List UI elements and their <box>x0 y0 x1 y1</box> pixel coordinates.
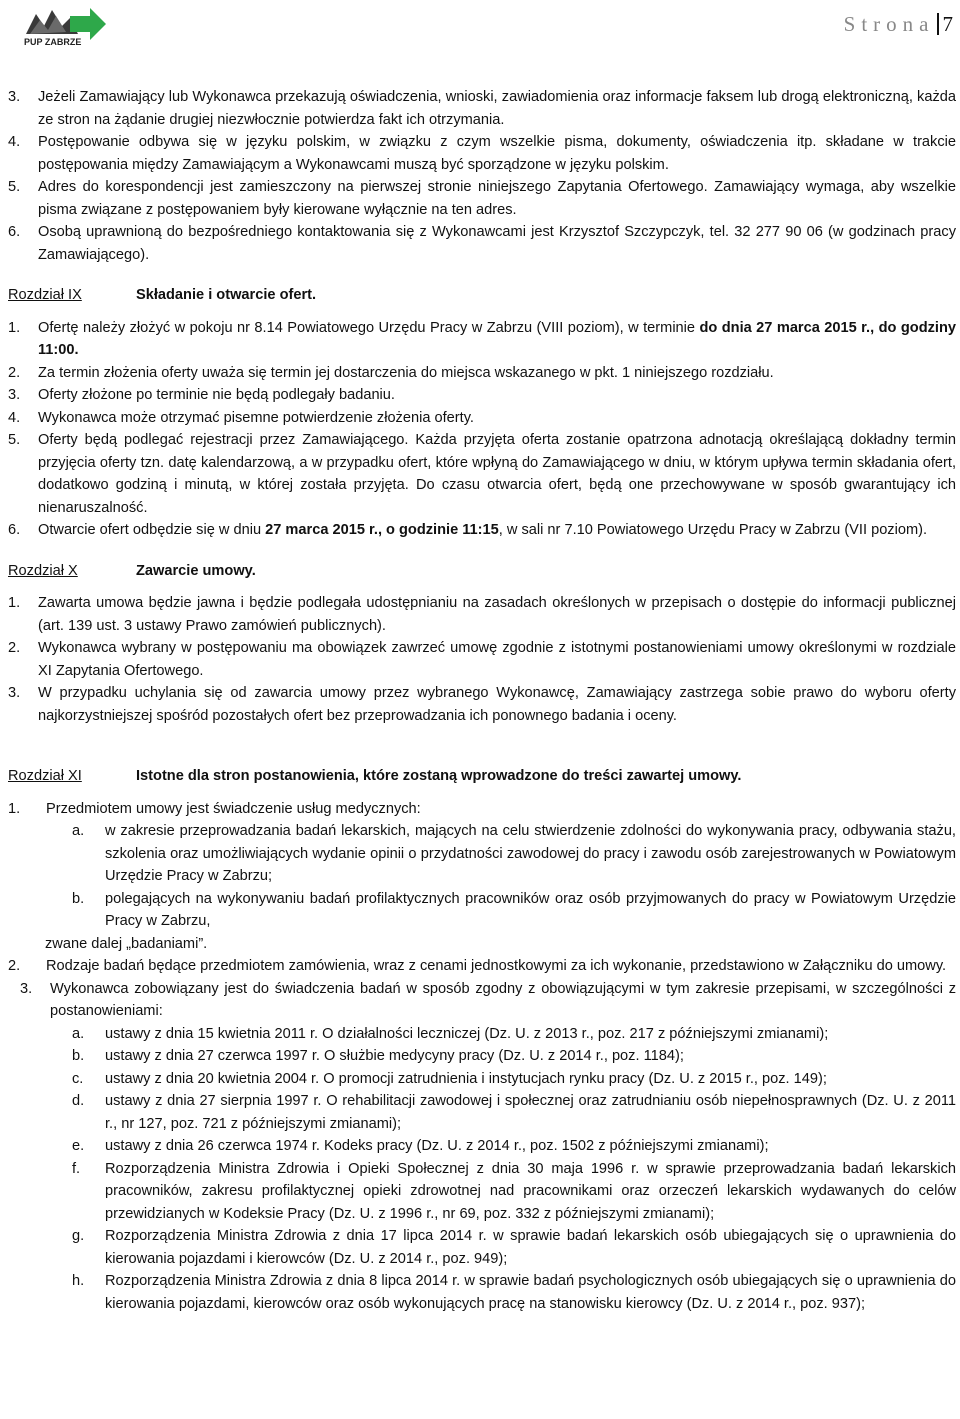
section-title: Składanie i otwarcie ofert. <box>136 287 317 303</box>
list-item <box>8 592 956 637</box>
sub-item-letter: a. <box>72 1025 85 1042</box>
item-number: 3. <box>20 980 33 997</box>
sub-item-letter: a. <box>72 823 85 839</box>
item-text: Jeżeli Zamawiający lub Wykonawca przekazują oświadczenia, wnioski, zawiadomienia oraz informacje faksem lub drogą elektroniczną, każda ze stron na żądanie drugiej niezwłocznie potwierdza fakt ich otrzymania. <box>38 89 956 128</box>
sub-list-item <box>8 1135 956 1158</box>
sub-list-item <box>8 1158 956 1226</box>
item-text: Postępowanie odbywa się w języku polskim, w związku z czym wszelkie pisma, dokumenty, oświadczenia itp. składane w trakcie postępowania między Zamawiającym a Wykonawcami muszą być sporządzone w języku polskim. <box>38 134 956 173</box>
item-number: 2. <box>8 640 21 656</box>
deadline-text: do dnia 27 marca 2015 r., do godziny 11:00. <box>38 319 956 358</box>
list-item <box>8 131 956 176</box>
section-code: Rozdział X <box>8 562 78 579</box>
sub-item-letter: b. <box>72 1048 85 1064</box>
sub-item-text: Rozporządzenia Ministra Zdrowia i Opieki Społecznej z dnia 30 maja 1996 r. w sprawie przeprowadzania badań lekarskich pracowników, zakresu profilaktycznej opieki zdrowotnej nad pracownikami oraz orzeczeń lekarskich wydawanych do celów przewidzianych w Kodeksie Pracy (Dz. U. z 1996 r., nr 69, poz. 332 z późniejszymi zmianami); <box>105 1160 956 1222</box>
sub-list-item <box>8 1023 956 1046</box>
sub-list-item <box>8 1090 956 1135</box>
item-text: Za termin złożenia oferty uważa się termin jej dostarczenia do miejsca wskazanego w pkt. 1 niniejszego rozdziału. <box>38 364 774 381</box>
list-item <box>8 519 956 542</box>
sub-item-letter: b. <box>72 890 85 907</box>
opening-time: , o godzinie 11:15 <box>377 522 499 538</box>
item-number: 3. <box>8 89 21 105</box>
list-item <box>8 407 956 430</box>
item-number: 1. <box>8 800 21 817</box>
item-text: Oferty będą podlegać rejestracji przez Zamawiającego. Każda przyjęta oferta zostanie opatrzona adnotacją określającą dokładny termin przyjęcia oferty tzn. datę kalendarzową, a w przypadku ofert, które wpłyną do Zamawiającego w dniu, w którym upływa termin składania ofert, dodatkowo godziną i minutą, w której została przyjęta. Do czasu otwarcia ofert, będą one przechowywane w sposób gwarantujący ich nienaruszalność. <box>38 432 956 516</box>
sub-item-letter: g. <box>72 1228 85 1244</box>
sub-item-text: ustawy z dnia 15 kwietnia 2011 r. O działalności leczniczej (Dz. U. z 2013 r., poz. 217 z późniejszymi zmianami); <box>105 1025 829 1042</box>
item-text: Wykonawca wybrany w postępowaniu ma obowiązek zawrzeć umowę zgodnie z istotnymi postanowieniami umowy określonymi w rozdziale XI Zapytania Ofertowego. <box>38 640 956 679</box>
section9-list <box>8 317 956 542</box>
list-item <box>8 429 956 519</box>
item-text: Otwarcie ofert odbędzie się w dniu <box>38 522 266 538</box>
list-item <box>8 317 956 362</box>
list-item <box>8 86 956 131</box>
item-text: Rodzaje badań będące przedmiotem zamówienia, wraz z cenami jednostkowymi za ich wykonanie, przedstawiono w Załączniku do umowy. <box>46 958 947 974</box>
list-item <box>8 955 956 978</box>
sub-list-item <box>8 1225 956 1270</box>
item-number: 3. <box>8 685 21 701</box>
sub-item-text: ustawy z dnia 20 kwietnia 2004 r. O promocji zatrudnienia i instytucjach rynku pracy (Dz. U. z 2015 r., poz. 149); <box>105 1070 827 1087</box>
section-code: Rozdział XI <box>8 768 82 784</box>
sub-item-text: ustawy z dnia 27 sierpnia 1997 r. O rehabilitacji zawodowej i społecznej oraz zatrudnianiu osób niepełnosprawnych (Dz. U. z 2011 r., nr 127, poz. 721 z późniejszymi zmianami); <box>105 1093 956 1132</box>
item-text: Adres do korespondencji jest zamieszczony na pierwszej stronie niniejszego Zapytania Ofertowego. Zamawiający wymaga, aby wszelkie pisma związane z postępowaniem były kierowane wyłącznie na ten adres. <box>38 179 956 218</box>
section10-list <box>8 592 956 727</box>
item-text: Ofertę należy złożyć w pokoju nr 8.14 Powiatowego Urzędu Pracy w Zabrzu (VIII poziom), w terminie <box>38 319 700 336</box>
section-heading-xi <box>8 765 956 788</box>
item-number: 4. <box>8 134 21 150</box>
sublist-regulations <box>8 1023 956 1316</box>
sub-item-text: Rozporządzenia Ministra Zdrowia z dnia 8 lipca 2014 r. w sprawie badań psychologicznych osób ubiegających się o uprawnienia do kierowania pojazdami, kierowców oraz osób wykonujących pracę na stanowisku kierowcy (Dz. U. z 2014 r., poz. 937); <box>105 1273 956 1312</box>
section-code: Rozdział IX <box>8 287 82 303</box>
item-text: W przypadku uchylania się od zawarcia umowy przez wybranego Wykonawcę, Zamawiający zastrzega sobie prawo do wyboru oferty najkorzystniejszej spośród pozostałych ofert bez przeprowadzania ich ponownego badania i oceny. <box>38 685 956 724</box>
item-number: 6. <box>8 522 21 538</box>
item-number: 6. <box>8 224 21 240</box>
sub-item-text: ustawy z dnia 27 czerwca 1997 r. O służbie medycyny pracy (Dz. U. z 2014 r., poz. 1184); <box>105 1048 684 1064</box>
section-title: Istotne dla stron postanowienia, które zostaną wprowadzone do treści zawartej umowy. <box>136 768 742 784</box>
svg-text:PUP ZABRZE: PUP ZABRZE <box>24 37 82 47</box>
item-number: 5. <box>8 432 21 448</box>
sub-item-letter: f. <box>72 1160 81 1177</box>
sub-item-letter: c. <box>72 1070 84 1087</box>
item-number: 2. <box>8 364 21 381</box>
item-number: 5. <box>8 179 21 195</box>
list-item <box>8 362 956 385</box>
document-body <box>8 86 956 1315</box>
item-number: 3. <box>8 387 21 403</box>
defined-term-note: zwane dalej „badaniami”. <box>45 935 208 952</box>
section-title: Zawarcie umowy. <box>136 562 256 579</box>
sub-list-item <box>8 1068 956 1091</box>
item-text: Przedmiotem umowy jest świadczenie usług medycznych: <box>46 800 421 817</box>
item-text: Wykonawca zobowiązany jest do świadczenia badań w sposób zgodny z obowiązującymi w tym zakresie przepisami, w szczególności z postanowieniami: <box>50 980 956 1019</box>
page-separator <box>937 13 939 35</box>
page-word: Strona <box>843 12 935 36</box>
sub-item-text: Rozporządzenia Ministra Zdrowia z dnia 17 lipca 2014 r. w sprawie badań lekarskich osób ubiegających się o uprawnienia do kierowania pojazdami i kierowców (Dz. U. z 2014 r., poz. 949); <box>105 1228 956 1267</box>
item-number: 4. <box>8 409 21 426</box>
sub-item-letter: h. <box>72 1273 85 1289</box>
sub-item-letter: e. <box>72 1138 85 1154</box>
list-item <box>8 637 956 682</box>
section8-list <box>8 86 956 266</box>
section-heading-x <box>8 560 956 583</box>
list-item <box>8 384 956 407</box>
sub-list-item <box>8 1045 956 1068</box>
item-text: Zawarta umowa będzie jawna i będzie podlegała udostępnianiu na zasadach określonych w przepisach o dostępie do informacji publicznej (art. 139 ust. 3 ustawy Prawo zamówień publicznych). <box>38 595 956 634</box>
item-text: Wykonawca może otrzymać pisemne potwierdzenie złożenia oferty. <box>38 409 474 426</box>
sub-list-item <box>8 820 956 888</box>
sub-item-text: w zakresie przeprowadzania badań lekarskich, mających na celu stwierdzenie zdolności do wykonywania pracy, odbywania stażu, szkolenia oraz umożliwiających wydanie opinii o przydatności zawodowej do pracy i zawodu osób zarejestrowanych w Powiatowym Urzędzie Pracy w Zabrzu; <box>105 823 956 884</box>
item-number: 2. <box>8 958 21 974</box>
sub-item-letter: d. <box>72 1093 85 1109</box>
sub-list-item <box>8 888 956 933</box>
page-number: 7 <box>942 12 953 36</box>
item-text: , w sali nr 7.10 Powiatowego Urzędu Pracy w Zabrzu (VII poziom). <box>498 522 928 538</box>
page-number-label <box>844 12 953 37</box>
item-text: Osobą uprawnioną do bezpośredniego kontaktowania się z Wykonawcami jest Krzysztof Szczypczyk, tel. 32 277 90 06 (w godzinach pracy Zamawiającego). <box>38 224 956 263</box>
item-text: Oferty złożone po terminie nie będą podlegały badaniu. <box>38 387 395 403</box>
list-item <box>8 798 956 821</box>
item-number: 1. <box>8 319 21 336</box>
list-item <box>8 978 956 1023</box>
pup-zabrze-logo <box>22 4 108 48</box>
sub-list-item <box>8 1270 956 1315</box>
list-item <box>8 682 956 727</box>
sublist-services <box>8 820 956 933</box>
item-number: 1. <box>8 595 21 611</box>
sub-item-text: ustawy z dnia 26 czerwca 1974 r. Kodeks pracy (Dz. U. z 2014 r., poz. 1502 z późniejszymi zmianami); <box>105 1138 769 1154</box>
section-heading-ix <box>8 284 956 307</box>
list-item <box>8 176 956 221</box>
opening-date: 27 marca 2015 r. <box>265 522 378 538</box>
list-item <box>8 221 956 266</box>
sub-item-text: polegających na wykonywaniu badań profilaktycznych pracowników oraz osób przyjmowanych do pracy w Powiatowym Urzędzie Pracy w Zabrzu, <box>105 890 956 929</box>
